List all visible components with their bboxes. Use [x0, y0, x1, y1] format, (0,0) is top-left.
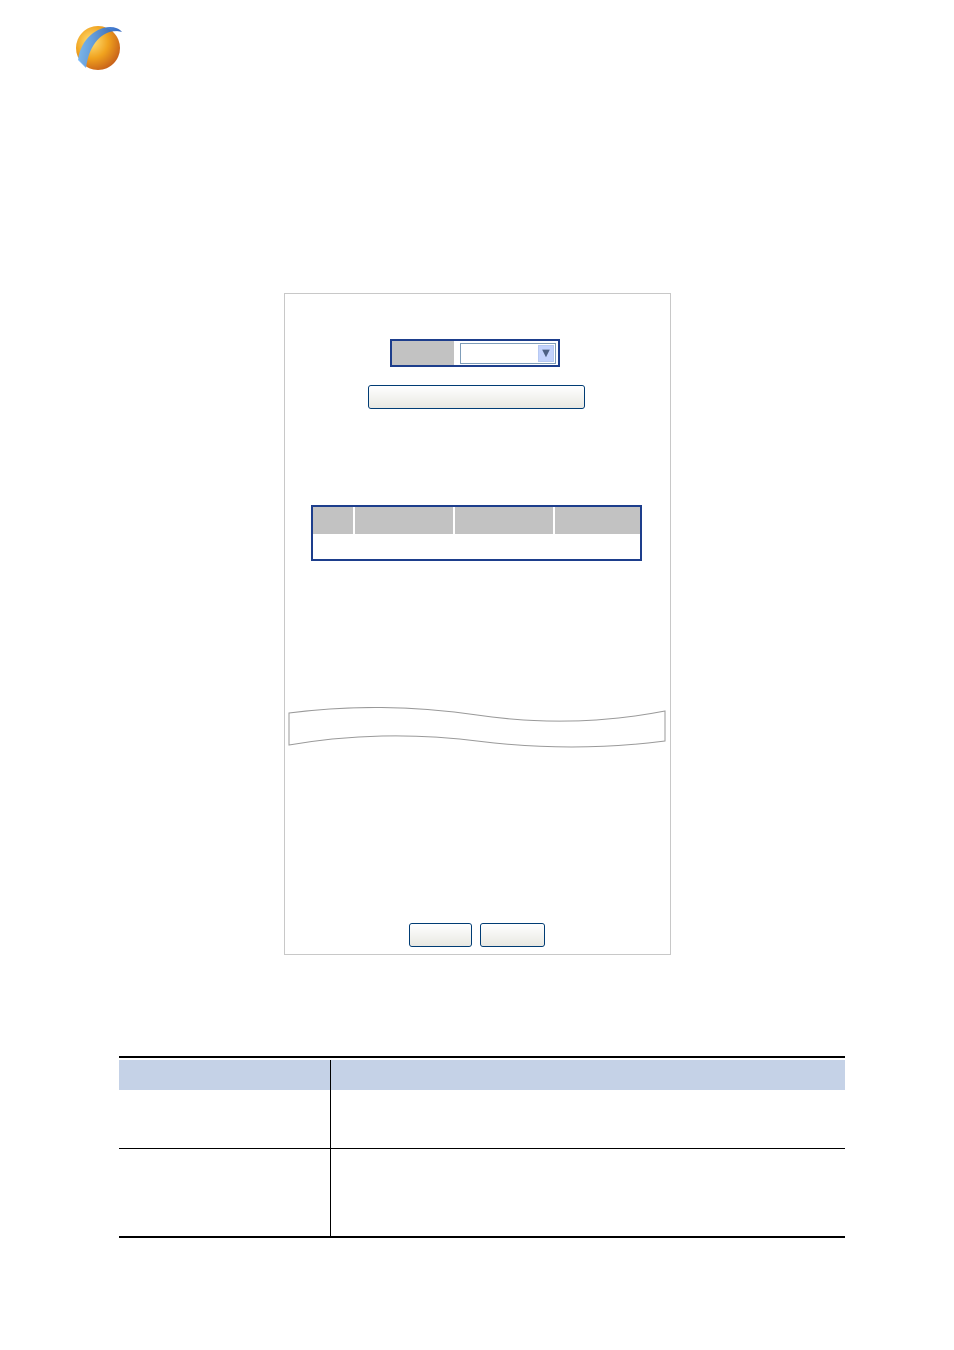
table-bottom-rule	[119, 1236, 845, 1238]
col-mode-header	[355, 507, 455, 534]
row-divider	[119, 1148, 845, 1149]
translate-dynamic-button[interactable]	[368, 385, 585, 409]
port-mode-table	[311, 505, 642, 561]
reset-button[interactable]	[480, 923, 545, 947]
col-check-vlan-header	[455, 507, 555, 534]
apply-button[interactable]	[409, 923, 472, 947]
global-mode-box	[390, 339, 560, 367]
table-header-row	[313, 507, 640, 536]
global-mode-select[interactable]	[460, 343, 556, 364]
col-log-type-header	[555, 507, 640, 534]
col-port-header	[313, 507, 355, 534]
field-description-table	[119, 1056, 845, 1240]
chevron-down-icon: ▼	[538, 345, 554, 362]
table-header	[119, 1060, 845, 1090]
mode-label	[392, 341, 456, 365]
table-top-rule	[119, 1056, 845, 1058]
planet-logo	[72, 20, 272, 78]
config-screenshot	[284, 293, 671, 955]
page-break-tear	[287, 707, 667, 751]
